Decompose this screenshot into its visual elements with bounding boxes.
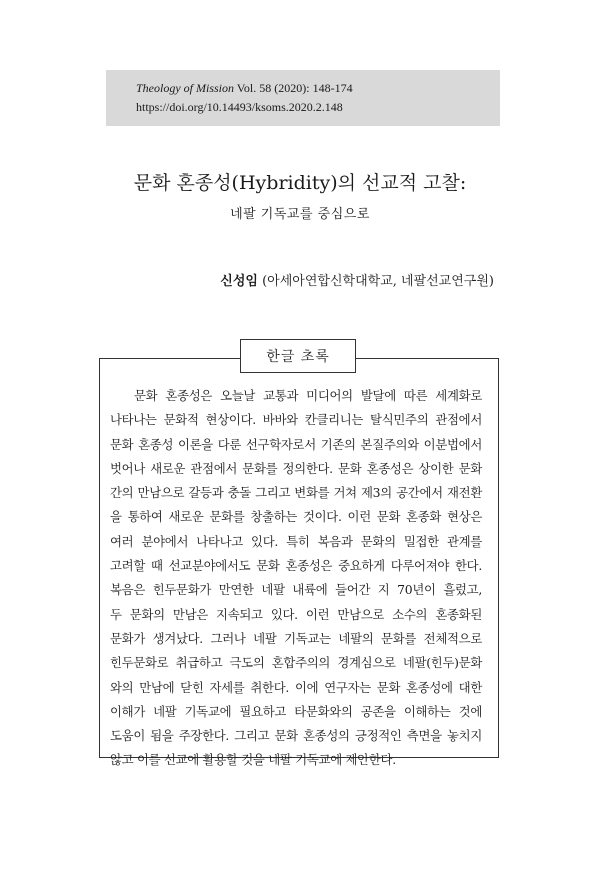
- journal-citation: [136, 81, 353, 96]
- abstract-line: 간의 만남으로 갈등과 충돌 그리고 변화를 거쳐 제3의 공간에서 재전환: [110, 485, 482, 501]
- author-name: 신성임: [220, 274, 258, 289]
- abstract-line: 을 통하여 새로운 문화를 창출하는 것이다. 이런 문화 혼종화 현상은: [110, 509, 482, 525]
- author-line: [220, 270, 494, 289]
- journal-volume: Vol. 58 (2020): 148-174: [236, 81, 353, 95]
- abstract-line: 와의 만남에 닫힌 자세를 취한다. 이에 연구자는 문화 혼종성에 대한: [110, 679, 482, 695]
- abstract-line: 문화가 생겨났다. 그러나 네팔 기독교는 네팔의 문화를 전체적으로: [110, 630, 482, 646]
- abstract-line: 고려할 때 선교분야에서도 문화 혼종성은 중요하게 다루어져야 한다.: [110, 558, 482, 574]
- paper-subtitle: 네팔 기독교를 중심으로: [230, 207, 370, 222]
- abstract-line: 이해가 네팔 기독교에 필요하고 타문화와의 공존을 이해하는 것에: [110, 703, 482, 719]
- paper-title: 문화 혼종성(Hybridity)의 선교적 고찰:: [133, 172, 467, 194]
- abstract-text: [110, 384, 482, 773]
- abstract-line: 나타나는 문화적 현상이다. 바바와 칸클리니는 탈식민주의 관점에서: [110, 412, 482, 428]
- abstract-line: 도움이 됨을 주장한다. 그리고 문화 혼종성의 긍정적인 측면을 놓치지: [110, 728, 482, 744]
- journal-doi[interactable]: https://doi.org/10.14493/ksoms.2020.2.148: [136, 100, 343, 114]
- abstract-label: 한글 초록: [240, 339, 356, 373]
- journal-name: Theology of Mission: [136, 81, 234, 95]
- abstract-line: 힌두문화로 취급하고 극도의 혼합주의의 경계심으로 네팔(힌두)문화: [110, 655, 482, 671]
- abstract-line: 문화 혼종성은 오늘날 교통과 미디어의 발달에 따른 세계화로: [134, 388, 482, 403]
- author-affiliation: (아세아연합신학대학교, 네팔선교연구원): [262, 274, 494, 289]
- abstract-line: 벗어나 새로운 관점에서 문화를 정의한다. 문화 혼종성은 상이한 문화: [110, 460, 482, 476]
- abstract-line: 여러 분야에서 나타나고 있다. 특히 복음과 문화의 밀접한 관계를: [110, 533, 482, 549]
- abstract-line: 않고 이를 선교에 활용할 것을 네팔 기독교에 제안한다.: [110, 752, 396, 768]
- abstract-line: 복음은 힌두문화가 만연한 네팔 내륙에 들어간 지 70년이 흘렀고,: [110, 582, 482, 598]
- abstract-line: 문화 혼종성 이론을 다룬 선구학자로서 기존의 본질주의와 이분법에서: [110, 436, 482, 452]
- journal-info-box: [106, 70, 500, 126]
- abstract-line: 두 문화의 만남은 지속되고 있다. 이런 만남으로 소수의 혼종화된: [110, 606, 482, 622]
